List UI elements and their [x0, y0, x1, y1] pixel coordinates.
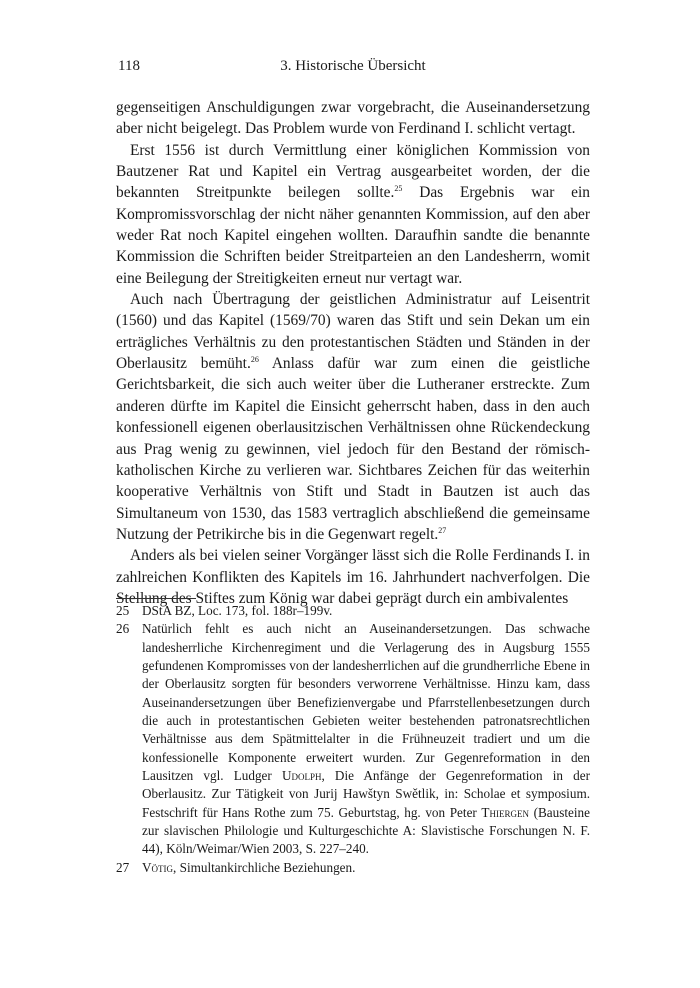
footnote-number: 27 — [116, 859, 130, 875]
footnote-text: Vötig, Simultankirchliche Beziehungen. — [142, 859, 356, 875]
footnote-26 — [116, 620, 590, 858]
author-name: Thiergen — [481, 804, 529, 820]
footnote-27 — [116, 859, 590, 877]
running-head: 3. Historische Übersicht — [280, 58, 426, 74]
footnote-text: DStA BZ, Loc. 173, fol. 188r–199v. — [142, 603, 333, 618]
footnote-text: Natürlich fehlt es auch nicht an Auseinandersetzungen. Das schwache landesherrliche Kirchenregiment und die Verlagerung des in Augsburg 1555 gefundenen Kompromisses von der landesherrlichen auf die grundherrliche Ebene in der Oberlausitz sorgten für besonders verworrene Verhältnisse. Hinzu kam, dass Auseinandersetzungen über Benefizienvergabe und Pfarrstellenbesetzungen durch die auch in protestantischen Gebieten weiter bestehenden patronatsrechtlichen Verhältnisse aus dem Spätmittelalter in die Frühneuzeit tradiert und um die konfessionelle Komponente erweitert wurden. Zur Gegenreformation in den Lausitzen vgl. Ludger Udolph, Die Anfänge der Gegenreformation in der Oberlausitz. Zur Tätigkeit von Jurij Hawštyn Swětlik, in: Scholae et symposium. Festschrift für Hans Rothe zum 75. Geburtstag, hg. von Peter Thiergen (Bausteine zur slavischen Philologie und Kulturgeschichte A: Slavistische Forschungen N. F. 44), Köln/Weimar/Wien 2003, S. 227–240. — [142, 621, 590, 857]
footnote-number: 25 — [116, 603, 130, 618]
footnotes — [116, 602, 590, 877]
paragraph: Anders als bei vielen seiner Vorgänger lässt sich die Rolle Ferdinands I. in zahlreichen Konflikten des Kapitels im 16. Jahrhundert nachverfolgen. Die Stellung des Stiftes zum König war dabei geprägt durch ein ambivalentes — [116, 547, 590, 607]
body-text — [116, 97, 590, 609]
footnote-ref[interactable]: 25 — [394, 184, 403, 194]
page-number: 118 — [118, 58, 140, 74]
paragraph: Erst 1556 ist durch Vermittlung einer königlichen Kommission von Bautzener Rat und Kapitel ein Vertrag ausgearbeitet worden, der die bekannten Streitpunkte beilegen sollte.$^{25}$ Das Ergebnis war ein Kompromissvorschlag der nicht näher genannten Kommission, auf den aber weder Rat noch Kapitel eingehen wollten. Daraufhin sandte die benannte Kommission die Schriften beider Streitparteien an den Landesherrn, womit eine Beilegung der Streitigkeiten erneut nur vertagt war. — [116, 141, 590, 287]
footnote-ref[interactable]: 26 — [250, 355, 259, 365]
footnote-number: 26 — [116, 621, 130, 637]
page-header — [116, 58, 590, 80]
author-name: Vötig — [142, 859, 174, 875]
paragraph: Auch nach Übertragung der geistlichen Administratur auf Leisentrit (1560) und das Kapitel (1569/70) waren das Stift und sein Dekan um ein erträgliches Verhältnis zu den protestantischen Städten und Ständen in der Oberlausitz bemüht.$^{26}$ Anlass dafür war zum einen die geistliche Gerichtsbarkeit, die sich auch weiter über die Lutheraner erstreckte. Zum anderen dürfte im Kapitel die Einsicht geherrscht haben, dass in den auch konfessionell eigenen oberlausitzischen Verhältnissen ohne Rückendeckung aus Prag wenig zu gewinnen, viel jedoch für den Bestand der römisch-katholischen Kirche zu verlieren war. Sichtbares Zeichen für das weiterhin kooperative Verhältnis von Stift und Stadt in Bautzen ist auch das Simultaneum von 1530, das 1583 vertraglich abschließend die gemeinsame Nutzung der Petrikirche bis in die Gegenwart regelt.$^{27}$ — [116, 291, 590, 543]
footnote-ref[interactable]: 27 — [438, 525, 447, 535]
author-name: Udolph — [281, 768, 322, 784]
footnote-25 — [116, 602, 590, 620]
footnote-rule — [116, 598, 196, 599]
paragraph: gegenseitigen Anschuldigungen zwar vorgebracht, die Auseinandersetzung aber nicht beigelegt. Das Problem wurde von Ferdinand I. schlicht vertagt. — [116, 99, 590, 138]
